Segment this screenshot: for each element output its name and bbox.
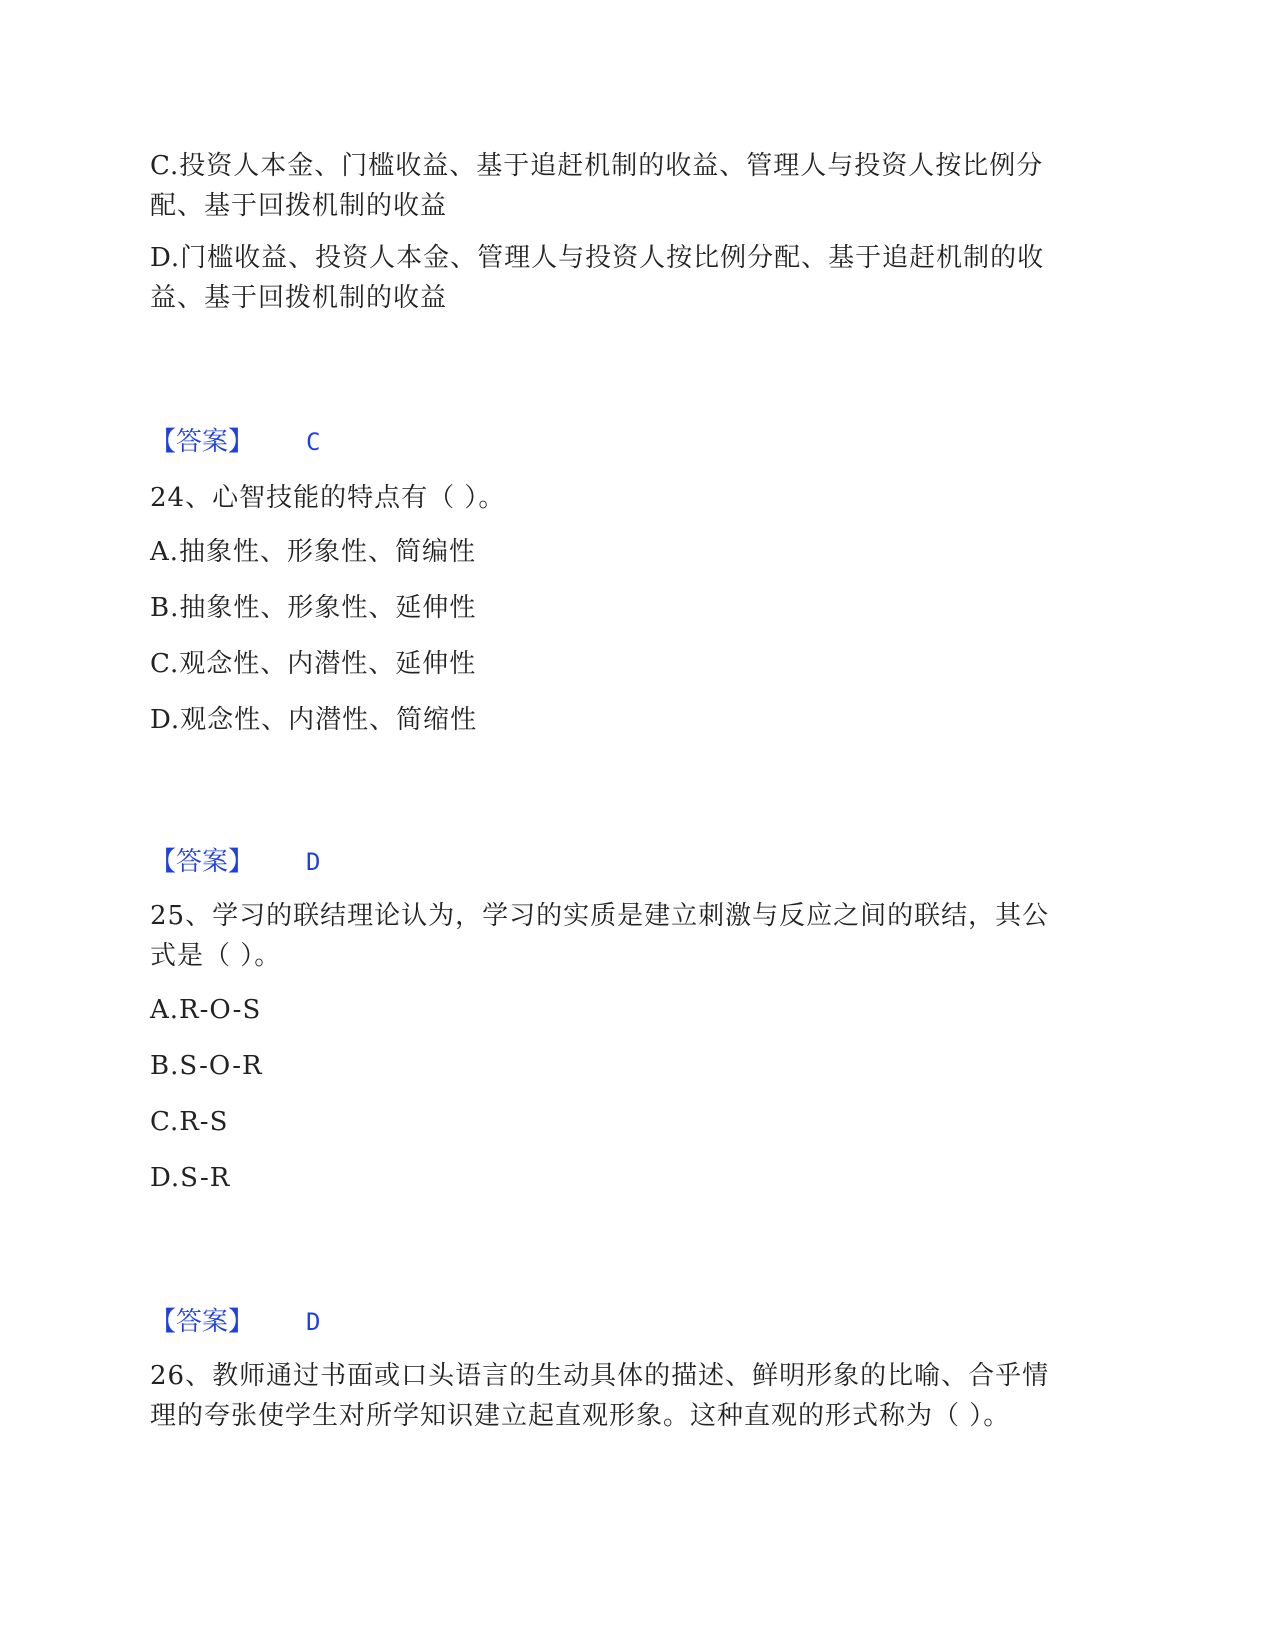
q25-option-d: D.S-R [150,1163,231,1193]
q23-option-d-line1: D.门槛收益、投资人本金、管理人与投资人按比例分配、基于追赶机制的收 [150,243,1045,273]
q26-stem-line1: 26、教师通过书面或口头语言的生动具体的描述、鲜明形象的比喻、合乎情 [150,1361,1050,1391]
answer-label: 【答案】 [150,427,255,457]
answer-value: D [306,1308,321,1336]
q25-stem-line2: 式是（ ）。 [150,941,282,971]
answer-value: C [306,428,321,456]
q25-stem-line1: 25、学习的联结理论认为，学习的实质是建立刺激与反应之间的联结，其公 [150,901,1050,931]
q24-option-b: B.抽象性、形象性、延伸性 [150,593,477,623]
q24-answer [150,842,320,882]
q24-stem: 24、心智技能的特点有（ ）。 [150,483,506,513]
answer-value: D [306,848,321,876]
q23-option-c-line2: 配、基于回拨机制的收益 [150,191,448,221]
q25-option-b: B.S-O-R [150,1051,263,1081]
q23-option-d-line2: 益、基于回拨机制的收益 [150,283,448,313]
q25-option-a: A.R-O-S [150,995,262,1025]
q24-option-c: C.观念性、内潜性、延伸性 [150,649,477,679]
q23-answer [150,422,320,462]
q26-stem-line2: 理的夸张使学生对所学知识建立起直观形象。这种直观的形式称为（ ）。 [150,1401,1011,1431]
q25-option-c: C.R-S [150,1107,229,1137]
q24-option-d: D.观念性、内潜性、简缩性 [150,705,478,735]
answer-label: 【答案】 [150,1307,255,1337]
q23-option-c-line1: C.投资人本金、门槛收益、基于追赶机制的收益、管理人与投资人按比例分 [150,151,1044,181]
q24-option-a: A.抽象性、形象性、简编性 [150,537,477,567]
q25-answer [150,1302,320,1342]
answer-label: 【答案】 [150,847,255,877]
